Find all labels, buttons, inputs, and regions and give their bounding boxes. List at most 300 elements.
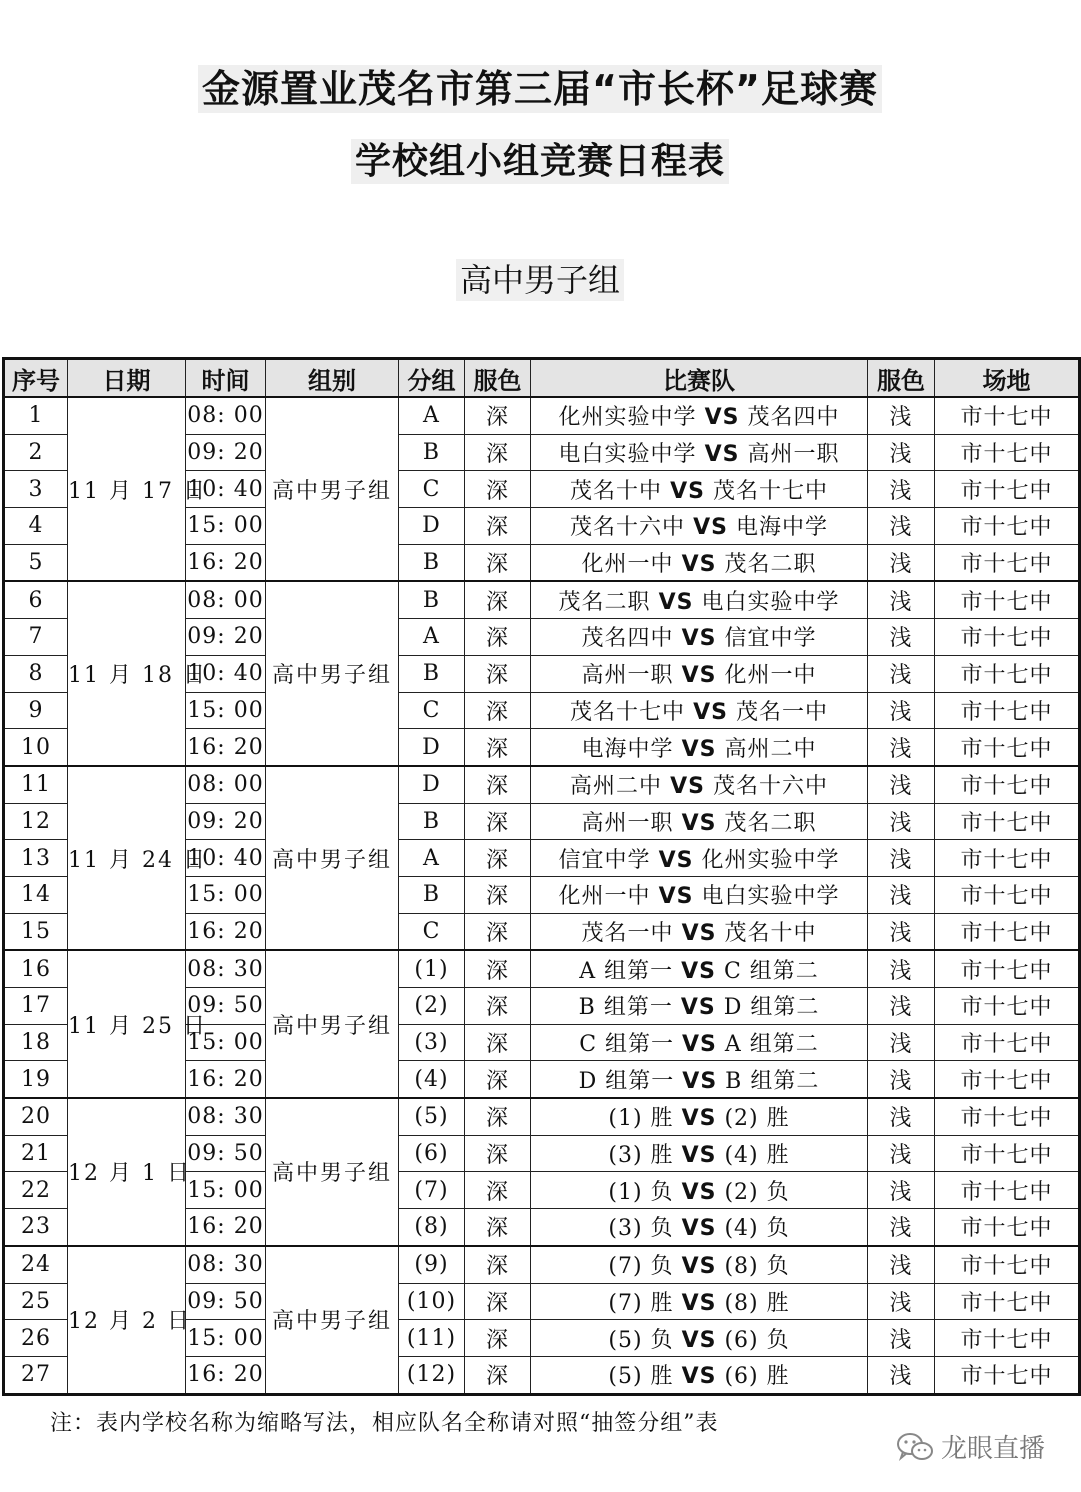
cell-kit-color-home: 深 — [465, 397, 531, 434]
cell-pool: A — [399, 619, 465, 656]
cell-group: 高中男子组 — [266, 581, 399, 765]
cell-time: 08: 30 — [186, 950, 266, 987]
cell-time: 16: 20 — [186, 544, 266, 581]
vs-label: VS — [682, 1032, 717, 1058]
cell-venue: 市十七中 — [935, 913, 1080, 950]
cell-kit-color-home: 深 — [465, 913, 531, 950]
vs-label: VS — [693, 699, 728, 725]
vs-label: VS — [681, 736, 717, 762]
cell-time: 09: 50 — [186, 1283, 266, 1320]
vs-label: VS — [681, 1216, 717, 1242]
cell-time: 16: 20 — [186, 1061, 266, 1098]
home-team: D 组第一 — [578, 1068, 675, 1094]
cell-venue: 市十七中 — [935, 988, 1080, 1025]
away-team: (4) 负 — [724, 1216, 790, 1242]
cell-kit-color-away: 浅 — [868, 581, 935, 618]
cell-kit-color-away: 浅 — [868, 434, 935, 471]
away-team: 茂名四中 — [747, 405, 840, 431]
cell-kit-color-away: 浅 — [868, 1356, 935, 1394]
cell-match — [531, 766, 868, 803]
cell-kit-color-home: 深 — [465, 1135, 531, 1172]
cell-pool: B — [399, 803, 465, 840]
cell-kit-color-home: 深 — [465, 619, 531, 656]
vs-label: VS — [681, 1290, 717, 1316]
cell-kit-color-home: 深 — [465, 950, 531, 987]
cell-match — [531, 1320, 868, 1357]
cell-time: 15: 00 — [186, 1320, 266, 1357]
cell-kit-color-home: 深 — [465, 471, 531, 508]
cell-pool: A — [399, 397, 465, 434]
footnote: 注：表内学校名称为缩略写法，相应队名全称请对照“抽签分组”表 — [50, 1411, 719, 1436]
cell-kit-color-away: 浅 — [868, 397, 935, 434]
cell-match — [531, 1172, 868, 1209]
cell-date: 11 月 17 日 — [68, 397, 186, 581]
cell-venue: 市十七中 — [935, 581, 1080, 618]
cell-match — [531, 913, 868, 950]
away-team: (2) 负 — [724, 1179, 790, 1205]
home-team: 茂名四中 — [581, 626, 674, 652]
cell-time: 08: 00 — [186, 397, 266, 434]
home-team: 信宜中学 — [558, 847, 651, 873]
cell-venue: 市十七中 — [935, 1283, 1080, 1320]
cell-match — [531, 1246, 868, 1283]
cell-kit-color-away: 浅 — [868, 950, 935, 987]
table-row — [4, 950, 1080, 987]
cell-no: 12 — [4, 803, 68, 840]
cell-pool: B — [399, 655, 465, 692]
cell-kit-color-away: 浅 — [868, 1061, 935, 1098]
cell-kit-color-away: 浅 — [868, 655, 935, 692]
cell-match — [531, 1135, 868, 1172]
home-team: 化州一中 — [558, 884, 651, 910]
cell-kit-color-away: 浅 — [868, 1135, 935, 1172]
home-team: (5) 负 — [608, 1327, 674, 1353]
cell-group: 高中男子组 — [266, 950, 399, 1098]
home-team: 化州一中 — [581, 552, 674, 578]
away-team: 茂名十七中 — [712, 478, 828, 504]
section-title — [0, 255, 1080, 301]
cell-time: 15: 00 — [186, 1024, 266, 1061]
cell-venue: 市十七中 — [935, 840, 1080, 877]
vs-label: VS — [670, 478, 705, 504]
cell-pool: (10) — [399, 1283, 465, 1320]
vs-label: VS — [681, 920, 717, 946]
cell-kit-color-home: 深 — [465, 803, 531, 840]
cell-pool: C — [399, 692, 465, 729]
cell-no: 11 — [4, 766, 68, 803]
header-teams: 比赛队 — [531, 359, 868, 398]
cell-kit-color-home: 深 — [465, 988, 531, 1025]
away-team: (8) 负 — [724, 1254, 790, 1280]
away-team: 茂名一中 — [735, 699, 828, 725]
cell-match — [531, 434, 868, 471]
cell-venue: 市十七中 — [935, 655, 1080, 692]
cell-time: 15: 00 — [186, 508, 266, 545]
table-row — [4, 397, 1080, 434]
cell-match — [531, 692, 868, 729]
cell-kit-color-home: 深 — [465, 876, 531, 913]
cell-no: 7 — [4, 619, 68, 656]
away-team: 电白实验中学 — [701, 884, 840, 910]
cell-no: 22 — [4, 1172, 68, 1209]
cell-match — [531, 619, 868, 656]
schedule-body — [4, 397, 1080, 1394]
cell-no: 14 — [4, 876, 68, 913]
cell-pool: (1) — [399, 950, 465, 987]
cell-venue: 市十七中 — [935, 1356, 1080, 1394]
cell-kit-color-away: 浅 — [868, 1098, 935, 1135]
cell-kit-color-away: 浅 — [868, 840, 935, 877]
cell-match — [531, 1209, 868, 1246]
home-team: B 组第一 — [578, 995, 673, 1021]
cell-time: 08: 00 — [186, 581, 266, 618]
cell-kit-color-home: 深 — [465, 581, 531, 618]
home-team: (7) 负 — [608, 1254, 674, 1280]
vs-label: VS — [681, 663, 717, 689]
cell-no: 24 — [4, 1246, 68, 1283]
header-no: 序号 — [4, 359, 68, 398]
home-team: 电白实验中学 — [558, 442, 697, 468]
cell-kit-color-home: 深 — [465, 766, 531, 803]
home-team: C 组第一 — [579, 1032, 675, 1058]
document-subtitle-text: 学校组小组竞赛日程表 — [351, 139, 729, 184]
cell-kit-color-home: 深 — [465, 1356, 531, 1394]
cell-venue: 市十七中 — [935, 1098, 1080, 1135]
cell-pool: (9) — [399, 1246, 465, 1283]
cell-kit-color-away: 浅 — [868, 692, 935, 729]
away-team: 电白实验中学 — [701, 589, 840, 615]
cell-kit-color-away: 浅 — [868, 1024, 935, 1061]
cell-pool: (2) — [399, 988, 465, 1025]
cell-venue: 市十七中 — [935, 1061, 1080, 1098]
vs-label: VS — [681, 1143, 717, 1169]
away-team: 化州一中 — [724, 663, 817, 689]
away-team: (4) 胜 — [724, 1143, 790, 1169]
cell-kit-color-home: 深 — [465, 655, 531, 692]
vs-label: VS — [682, 1068, 718, 1094]
cell-kit-color-away: 浅 — [868, 1246, 935, 1283]
away-team: 信宜中学 — [724, 626, 817, 652]
cell-no: 16 — [4, 950, 68, 987]
cell-venue: 市十七中 — [935, 1320, 1080, 1357]
vs-label: VS — [681, 1106, 717, 1132]
cell-no: 26 — [4, 1320, 68, 1357]
cell-group: 高中男子组 — [266, 766, 399, 950]
cell-time: 16: 20 — [186, 1356, 266, 1394]
cell-kit-color-away: 浅 — [868, 1172, 935, 1209]
away-team: 化州实验中学 — [701, 847, 840, 873]
cell-no: 27 — [4, 1356, 68, 1394]
cell-date: 11 月 25 日 — [68, 950, 186, 1098]
home-team: (1) 胜 — [608, 1106, 674, 1132]
away-team: (6) 胜 — [724, 1364, 790, 1390]
home-team: 茂名一中 — [581, 920, 674, 946]
cell-kit-color-away: 浅 — [868, 619, 935, 656]
vs-label: VS — [680, 995, 716, 1021]
cell-venue: 市十七中 — [935, 471, 1080, 508]
cell-pool: (7) — [399, 1172, 465, 1209]
header-kit-color-away: 服色 — [868, 359, 935, 398]
vs-label: VS — [704, 442, 740, 468]
cell-pool: D — [399, 508, 465, 545]
cell-no: 20 — [4, 1098, 68, 1135]
cell-pool: (4) — [399, 1061, 465, 1098]
home-team: (1) 负 — [608, 1179, 674, 1205]
away-team: B 组第二 — [725, 1068, 820, 1094]
wechat-icon — [895, 1431, 935, 1463]
vs-label: VS — [658, 884, 694, 910]
away-team: (8) 胜 — [724, 1290, 790, 1316]
cell-kit-color-away: 浅 — [868, 1209, 935, 1246]
cell-no: 2 — [4, 434, 68, 471]
cell-no: 1 — [4, 397, 68, 434]
vs-label: VS — [681, 810, 717, 836]
cell-time: 15: 00 — [186, 876, 266, 913]
cell-date: 11 月 24 日 — [68, 766, 186, 950]
cell-group: 高中男子组 — [266, 1246, 399, 1394]
cell-match — [531, 1024, 868, 1061]
cell-pool: B — [399, 544, 465, 581]
cell-time: 16: 20 — [186, 913, 266, 950]
cell-kit-color-away: 浅 — [868, 471, 935, 508]
vs-label: VS — [681, 1179, 717, 1205]
cell-pool: B — [399, 581, 465, 618]
vs-label: VS — [681, 1327, 717, 1353]
cell-venue: 市十七中 — [935, 434, 1080, 471]
cell-time: 08: 30 — [186, 1098, 266, 1135]
home-team: 化州实验中学 — [558, 405, 697, 431]
cell-time: 16: 20 — [186, 729, 266, 766]
cell-venue: 市十七中 — [935, 729, 1080, 766]
table-row — [4, 581, 1080, 618]
cell-kit-color-away: 浅 — [868, 988, 935, 1025]
cell-date: 12 月 1 日 — [68, 1098, 186, 1246]
cell-pool: (8) — [399, 1209, 465, 1246]
cell-no: 15 — [4, 913, 68, 950]
cell-kit-color-away: 浅 — [868, 766, 935, 803]
table-header-row — [4, 359, 1080, 398]
cell-time: 09: 50 — [186, 1135, 266, 1172]
vs-label: VS — [658, 589, 694, 615]
header-venue: 场地 — [935, 359, 1080, 398]
cell-pool: B — [399, 876, 465, 913]
cell-venue: 市十七中 — [935, 766, 1080, 803]
header-group: 组别 — [266, 359, 399, 398]
cell-no: 4 — [4, 508, 68, 545]
cell-no: 9 — [4, 692, 68, 729]
cell-time: 10: 40 — [186, 840, 266, 877]
away-team: 茂名二职 — [724, 810, 817, 836]
cell-match — [531, 1283, 868, 1320]
cell-kit-color-home: 深 — [465, 1172, 531, 1209]
home-team: 茂名二职 — [558, 589, 651, 615]
cell-no: 5 — [4, 544, 68, 581]
home-team: 高州一职 — [581, 810, 674, 836]
away-team: C 组第二 — [723, 958, 819, 984]
cell-match — [531, 1098, 868, 1135]
cell-match — [531, 508, 868, 545]
cell-kit-color-away: 浅 — [868, 729, 935, 766]
cell-kit-color-home: 深 — [465, 729, 531, 766]
cell-venue: 市十七中 — [935, 803, 1080, 840]
document-title — [0, 58, 1080, 113]
vs-label: VS — [681, 1254, 717, 1280]
vs-label: VS — [658, 847, 694, 873]
cell-time: 09: 20 — [186, 619, 266, 656]
home-team: (3) 胜 — [608, 1143, 674, 1169]
cell-kit-color-home: 深 — [465, 1061, 531, 1098]
cell-pool: (12) — [399, 1356, 465, 1394]
cell-kit-color-away: 浅 — [868, 913, 935, 950]
cell-group: 高中男子组 — [266, 397, 399, 581]
cell-kit-color-home: 深 — [465, 508, 531, 545]
cell-venue: 市十七中 — [935, 1209, 1080, 1246]
document-title-text: 金源置业茂名市第三届“市长杯”足球赛 — [198, 65, 882, 113]
cell-date: 12 月 2 日 — [68, 1246, 186, 1394]
cell-match — [531, 1061, 868, 1098]
vs-label: VS — [693, 515, 728, 541]
cell-no: 13 — [4, 840, 68, 877]
cell-match — [531, 876, 868, 913]
document-subtitle — [0, 133, 1080, 184]
home-team: (3) 负 — [608, 1216, 674, 1242]
vs-label: VS — [681, 1364, 717, 1390]
cell-time: 08: 00 — [186, 766, 266, 803]
cell-pool: (5) — [399, 1098, 465, 1135]
away-team: 茂名十中 — [724, 920, 817, 946]
cell-venue: 市十七中 — [935, 619, 1080, 656]
cell-pool: C — [399, 913, 465, 950]
cell-pool: (3) — [399, 1024, 465, 1061]
cell-match — [531, 397, 868, 434]
away-team: 茂名二职 — [724, 552, 817, 578]
cell-group: 高中男子组 — [266, 1098, 399, 1246]
header-date: 日期 — [68, 359, 186, 398]
vs-label: VS — [704, 405, 740, 431]
home-team: 茂名十六中 — [570, 515, 686, 541]
home-team: 高州二中 — [570, 774, 663, 800]
home-team: 电海中学 — [581, 736, 674, 762]
cell-kit-color-away: 浅 — [868, 1283, 935, 1320]
home-team: 茂名十七中 — [570, 699, 686, 725]
cell-kit-color-home: 深 — [465, 1320, 531, 1357]
cell-date: 11 月 18 日 — [68, 581, 186, 765]
watermark-text: 龙眼直播 — [941, 1434, 1046, 1464]
cell-match — [531, 803, 868, 840]
cell-match — [531, 840, 868, 877]
cell-kit-color-home: 深 — [465, 1098, 531, 1135]
cell-time: 09: 20 — [186, 803, 266, 840]
cell-kit-color-away: 浅 — [868, 508, 935, 545]
cell-time: 10: 40 — [186, 471, 266, 508]
cell-no: 6 — [4, 581, 68, 618]
cell-kit-color-home: 深 — [465, 840, 531, 877]
home-team: 高州一职 — [581, 663, 674, 689]
home-team: (7) 胜 — [608, 1290, 674, 1316]
cell-pool: A — [399, 840, 465, 877]
cell-time: 09: 20 — [186, 434, 266, 471]
cell-match — [531, 655, 868, 692]
cell-match — [531, 729, 868, 766]
schedule-table — [2, 357, 1081, 1396]
cell-venue: 市十七中 — [935, 397, 1080, 434]
cell-time: 15: 00 — [186, 1172, 266, 1209]
vs-label: VS — [681, 958, 716, 984]
cell-venue: 市十七中 — [935, 1172, 1080, 1209]
cell-venue: 市十七中 — [935, 876, 1080, 913]
away-team: (6) 负 — [724, 1327, 790, 1353]
cell-kit-color-away: 浅 — [868, 1320, 935, 1357]
cell-no: 25 — [4, 1283, 68, 1320]
cell-kit-color-home: 深 — [465, 1283, 531, 1320]
cell-match — [531, 988, 868, 1025]
cell-no: 21 — [4, 1135, 68, 1172]
cell-pool: B — [399, 434, 465, 471]
cell-match — [531, 544, 868, 581]
cell-pool: (11) — [399, 1320, 465, 1357]
cell-no: 18 — [4, 1024, 68, 1061]
cell-no: 19 — [4, 1061, 68, 1098]
home-team: 茂名十中 — [570, 478, 663, 504]
cell-match — [531, 1356, 868, 1394]
cell-match — [531, 950, 868, 987]
cell-pool: D — [399, 766, 465, 803]
cell-venue: 市十七中 — [935, 950, 1080, 987]
cell-venue: 市十七中 — [935, 508, 1080, 545]
cell-no: 17 — [4, 988, 68, 1025]
cell-time: 16: 20 — [186, 1209, 266, 1246]
cell-no: 8 — [4, 655, 68, 692]
cell-time: 09: 50 — [186, 988, 266, 1025]
away-team: (2) 胜 — [724, 1106, 790, 1132]
cell-kit-color-away: 浅 — [868, 876, 935, 913]
cell-venue: 市十七中 — [935, 1246, 1080, 1283]
cell-pool: (6) — [399, 1135, 465, 1172]
table-row — [4, 766, 1080, 803]
cell-no: 10 — [4, 729, 68, 766]
cell-time: 15: 00 — [186, 692, 266, 729]
cell-pool: D — [399, 729, 465, 766]
cell-no: 3 — [4, 471, 68, 508]
cell-kit-color-home: 深 — [465, 1246, 531, 1283]
table-row — [4, 1246, 1080, 1283]
away-team: A 组第二 — [724, 1032, 819, 1058]
table-row — [4, 1098, 1080, 1135]
cell-venue: 市十七中 — [935, 1135, 1080, 1172]
cell-no: 23 — [4, 1209, 68, 1246]
header-time: 时间 — [186, 359, 266, 398]
cell-kit-color-away: 浅 — [868, 803, 935, 840]
away-team: D 组第二 — [723, 995, 820, 1021]
cell-match — [531, 581, 868, 618]
cell-kit-color-home: 深 — [465, 692, 531, 729]
cell-kit-color-home: 深 — [465, 1024, 531, 1061]
header-pool: 分组 — [399, 359, 465, 398]
cell-kit-color-home: 深 — [465, 544, 531, 581]
watermark — [895, 1428, 1045, 1465]
away-team: 茂名十六中 — [712, 774, 828, 800]
vs-label: VS — [670, 774, 705, 800]
cell-venue: 市十七中 — [935, 1024, 1080, 1061]
cell-pool: C — [399, 471, 465, 508]
vs-label: VS — [681, 626, 717, 652]
header-kit-color-home: 服色 — [465, 359, 531, 398]
away-team: 电海中学 — [735, 515, 828, 541]
cell-time: 08: 30 — [186, 1246, 266, 1283]
cell-kit-color-home: 深 — [465, 1209, 531, 1246]
home-team: (5) 胜 — [608, 1364, 674, 1390]
cell-match — [531, 471, 868, 508]
